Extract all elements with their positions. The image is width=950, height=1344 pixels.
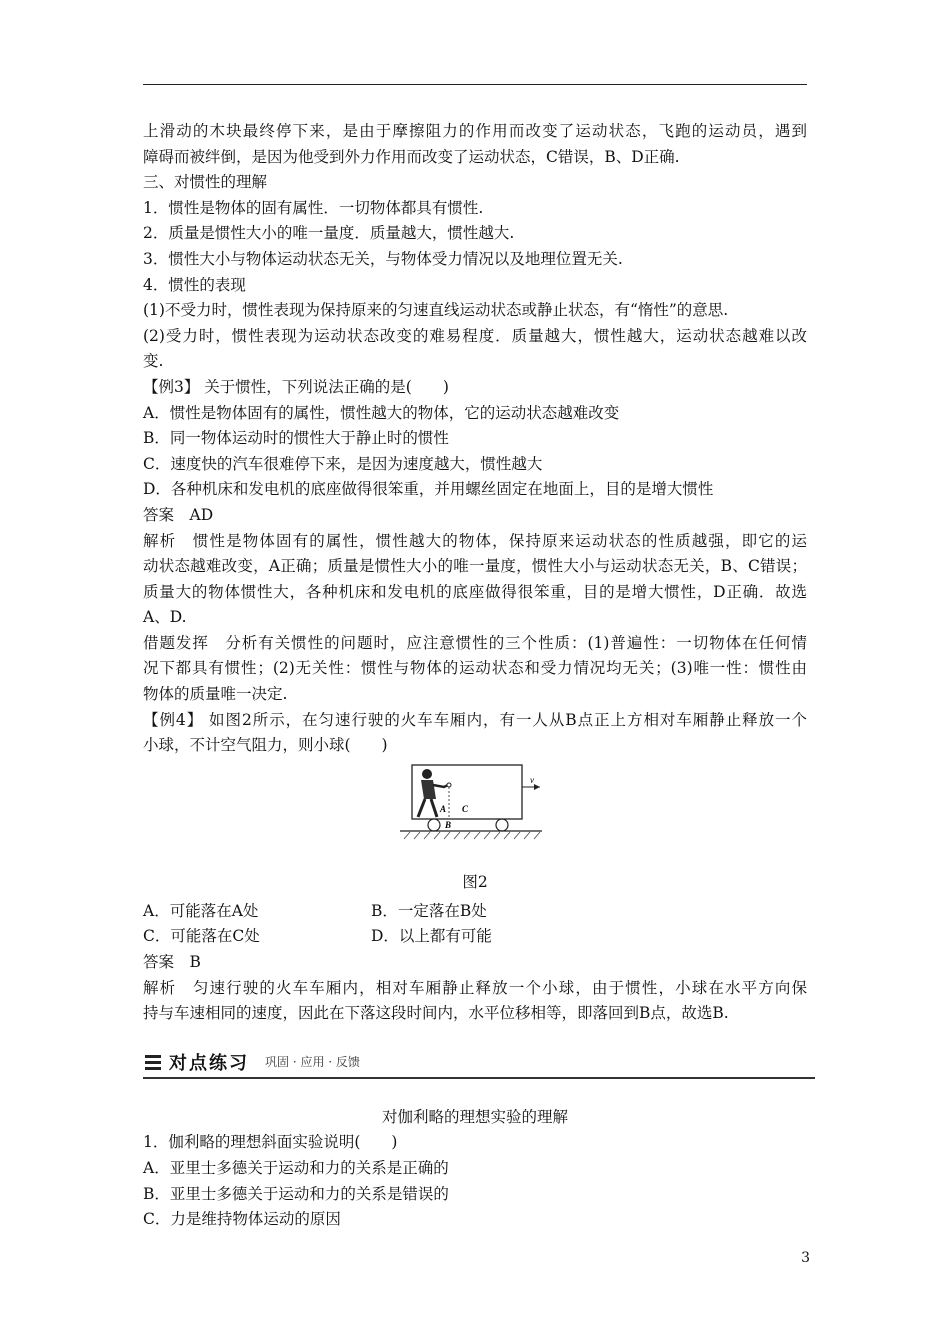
text-line: 变. bbox=[143, 352, 164, 371]
answer: 答案 B bbox=[143, 953, 201, 972]
figure-caption: 图2 bbox=[462, 872, 488, 891]
banner-title: 对点练习 bbox=[169, 1052, 249, 1074]
example-3-question: 【例3】 关于惯性，下列说法正确的是( ) bbox=[143, 377, 449, 396]
option-a: A．惯性是物体固有的属性，惯性越大的物体，它的运动状态越难改变 bbox=[143, 403, 620, 422]
option-b: B．亚里士多德关于运动和力的关系是错误的 bbox=[143, 1184, 449, 1203]
wheel-right bbox=[496, 819, 508, 831]
option-a: A．可能落在A处 bbox=[143, 901, 259, 920]
page-content bbox=[143, 119, 807, 1233]
option-d: D．以上都有可能 bbox=[371, 927, 492, 946]
text-line: 1．惯性是物体的固有属性．一切物体都具有惯性. bbox=[143, 198, 484, 217]
text-line: 上滑动的木块最终停下来，是由于摩擦阻力的作用而改变了运动状态，飞跑的运动员，遇到 bbox=[143, 122, 807, 140]
option-d: D．各种机床和发电机的底座做得很笨重，并用螺丝固定在地面上，目的是增大惯性 bbox=[143, 480, 714, 499]
analysis-line: 动状态越难改变，A正确；质量是惯性大小的唯一量度，惯性大小与运动状态无关，B、C错误； bbox=[143, 557, 807, 576]
banner-subtitle: 巩固 · 应用 · 反馈 bbox=[265, 1055, 360, 1070]
example-4-question: 【例4】 如图2所示，在匀速行驶的火车车厢内，有一人从B点正上方相对车厢静止释放一个 bbox=[143, 710, 807, 729]
person-arm bbox=[433, 785, 448, 787]
tip-line: 况下都具有惯性；(2)无关性：惯性与物体的运动状态和受力情况均无关；(3)唯一性：惯性由 bbox=[143, 659, 807, 678]
ground-hatching bbox=[404, 832, 540, 839]
label-b: B bbox=[445, 819, 452, 830]
person-body bbox=[421, 780, 436, 799]
option-c: C．速度快的汽车很难停下来，是因为速度越大，惯性越大 bbox=[143, 454, 543, 473]
label-c: C bbox=[462, 803, 469, 814]
figure-2 bbox=[143, 759, 807, 899]
label-v: v bbox=[530, 774, 534, 785]
label-a: A bbox=[440, 803, 447, 814]
person-head bbox=[422, 769, 432, 779]
tip-line: 物体的质量唯一决定. bbox=[143, 685, 288, 704]
person-legs bbox=[418, 799, 437, 817]
text-line: 2．质量是惯性大小的唯一量度．质量越大，惯性越大. bbox=[143, 224, 515, 243]
options-row bbox=[143, 899, 807, 925]
analysis-line: 解析 匀速行驶的火车车厢内，相对车厢静止释放一个小球，由于惯性，小球在水平方向保 bbox=[143, 978, 807, 997]
text-line: 3．惯性大小与物体运动状态无关，与物体受力情况以及地理位置无关. bbox=[143, 249, 623, 268]
text-line: (2)受力时，惯性表现为运动状态改变的难易程度．质量越大，惯性越大，运动状态越难以改 bbox=[143, 326, 807, 345]
text-line: (1)不受力时，惯性表现为保持原来的匀速直线运动状态或静止状态，有“惰性”的意思. bbox=[143, 301, 729, 320]
example-4-question: 小球，不计空气阻力，则小球( ) bbox=[143, 736, 388, 755]
practice-banner bbox=[143, 1035, 807, 1095]
section-title: 对伽利略的理想实验的理解 bbox=[381, 1107, 568, 1126]
train-car-diagram bbox=[400, 763, 542, 841]
header-rule bbox=[143, 84, 807, 85]
text-line: 障碍而被绊倒，是因为他受到外力作用而改变了运动状态，C错误，B、D正确. bbox=[143, 147, 680, 166]
analysis-line: 持与车速相同的速度，因此在下落这段时间内，水平位移相等，即落回到B点，故选B. bbox=[143, 1004, 729, 1023]
options-row bbox=[143, 924, 807, 950]
text-line: 4．惯性的表现 bbox=[143, 275, 246, 294]
analysis-line: 质量大的物体惯性大，各种机床和发电机的底座做得很笨重，目的是增大惯性，D正确．故选 bbox=[143, 582, 807, 601]
banner-rule bbox=[143, 1077, 815, 1079]
answer: 答案 AD bbox=[143, 505, 214, 524]
option-c: C．力是维持物体运动的原因 bbox=[143, 1210, 341, 1229]
option-b: B．一定落在B处 bbox=[371, 901, 487, 920]
section-heading: 三、对惯性的理解 bbox=[143, 173, 268, 192]
page-number: 3 bbox=[801, 1250, 810, 1266]
analysis-line: A、D. bbox=[143, 608, 187, 627]
tip-line: 借题发挥 分析有关惯性的问题时，应注意惯性的三个性质：(1)普遍性：一切物体在任何情 bbox=[143, 633, 807, 652]
option-b: B．同一物体运动时的惯性大于静止时的惯性 bbox=[143, 429, 449, 448]
ball bbox=[447, 783, 451, 787]
option-a: A．亚里士多德关于运动和力的关系是正确的 bbox=[143, 1159, 449, 1177]
velocity-arrowhead bbox=[534, 784, 540, 790]
option-c: C．可能落在C处 bbox=[143, 927, 260, 946]
analysis-line: 解析 惯性是物体固有的属性，惯性越大的物体，保持原来运动状态的性质越强，即它的运 bbox=[143, 531, 807, 550]
wheel-left bbox=[428, 819, 440, 831]
question-1: 1．伽利略的理想斜面实验说明( ) bbox=[143, 1133, 398, 1152]
stripes-icon bbox=[143, 1051, 163, 1073]
